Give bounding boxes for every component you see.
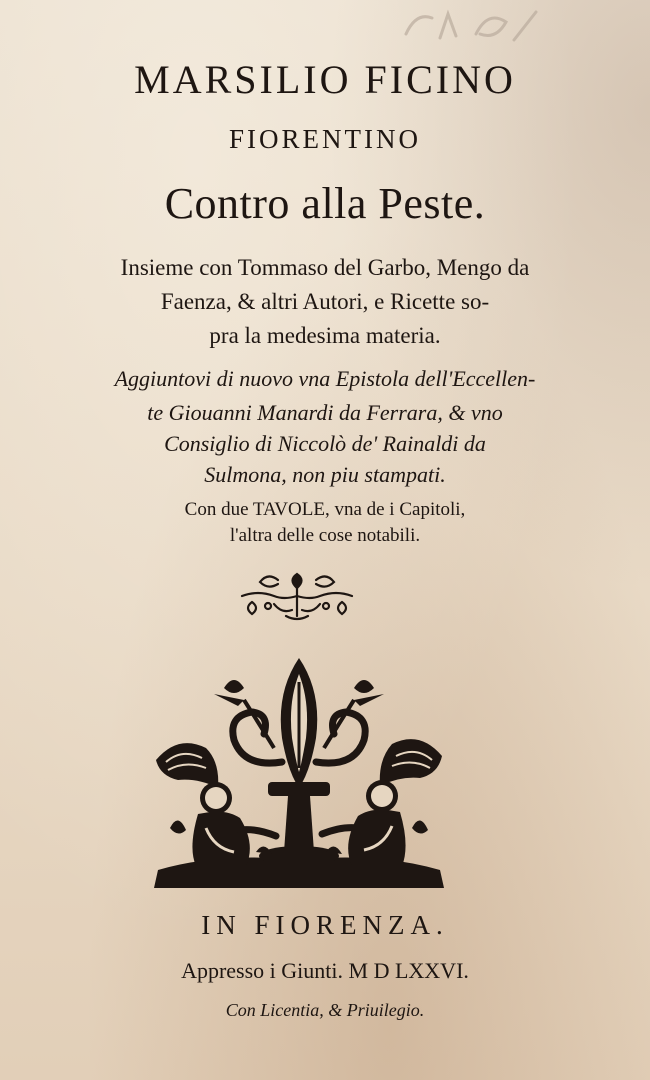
work-title: Contro alla Peste. (164, 179, 486, 228)
italic-line-1: Aggiuntovi di nuovo vna Epistola dell'Eccellen- (114, 366, 536, 391)
tables-line-1: Con due TAVOLE, vna de i Capitoli, (184, 499, 466, 520)
imprint-printer-year: Appresso i Giunti. M D LXXVI. (181, 958, 469, 983)
body-line-2: Faenza, & altri Autori, e Ricette so- (160, 289, 490, 314)
tables-line-2: l'altra delle cose notabili. (229, 525, 421, 546)
author-heading: MARSILIO FICINO (134, 57, 516, 102)
italic-line-4: Sulmona, non piu stampati. (204, 462, 446, 487)
handwritten-mark (396, 4, 546, 48)
origin-heading: FIORENTINO (229, 124, 421, 154)
fleuron-ornament-icon (238, 568, 356, 622)
body-line-1: Insieme con Tommaso del Garbo, Mengo da (120, 255, 530, 280)
imprint-license: Con Licentia, & Priuilegio. (225, 1000, 425, 1020)
italic-line-3: Consiglio di Niccolò de' Rainaldi da (164, 431, 486, 456)
imprint-place: IN FIORENZA. (201, 910, 449, 940)
italic-line-2: te Giouanni Manardi da Ferrara, & vno (147, 400, 503, 425)
florentine-lily-woodcut-icon (148, 652, 450, 898)
body-line-3: pra la medesima materia. (209, 323, 441, 348)
